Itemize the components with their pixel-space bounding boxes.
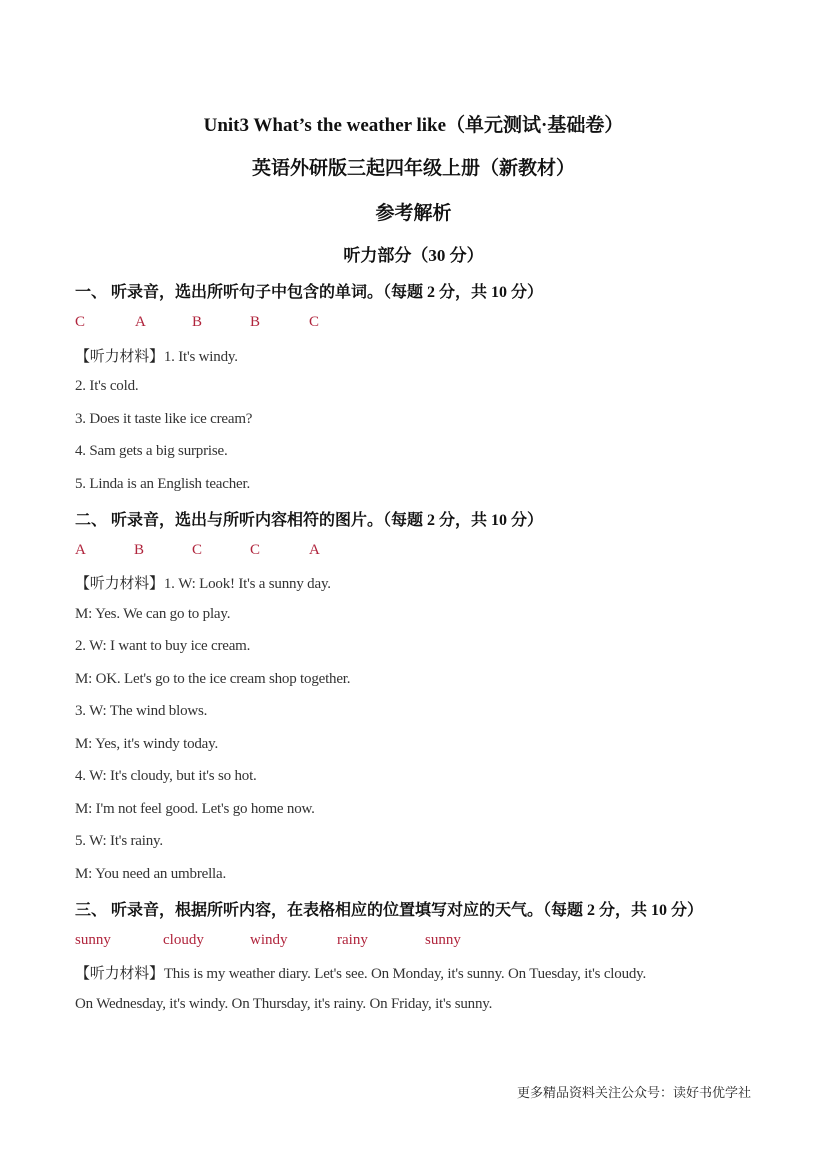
material-line: On Wednesday, it's windy. On Thursday, it's rainy. On Friday, it's sunny. bbox=[75, 996, 493, 1012]
material-text: 1. W: Look! It's a sunny day. bbox=[163, 576, 331, 592]
analysis-heading: 参考解析 bbox=[375, 203, 452, 224]
part-heading: 听力部分（30 分） bbox=[343, 246, 484, 265]
section-3-heading: 三、 听录音，根据所听内容，在表格相应的位置填写对应的天气。（每题 2 分，共 10 分） bbox=[75, 902, 704, 919]
material-line: 2. It's cold. bbox=[75, 378, 139, 394]
answer: C bbox=[250, 542, 261, 558]
answer: C bbox=[75, 314, 86, 330]
answer: B bbox=[250, 314, 261, 330]
material-line: 3. Does it taste like ice cream? bbox=[75, 411, 253, 427]
material-tag: 【听力材料】 bbox=[75, 349, 164, 365]
material-line bbox=[75, 572, 331, 593]
section-1-heading: 一、 听录音，选出所听句子中包含的单词。（每题 2 分，共 10 分） bbox=[75, 284, 544, 301]
footer-note: 更多精品资料关注公众号：读好书优学社 bbox=[516, 1086, 751, 1101]
answer: windy bbox=[250, 932, 288, 948]
material-line: M: OK. Let's go to the ice cream shop together. bbox=[75, 671, 351, 687]
material-line: 4. W: It's cloudy, but it's so hot. bbox=[75, 768, 257, 784]
answer: rainy bbox=[337, 932, 368, 948]
material-tag: 【听力材料】 bbox=[75, 576, 164, 592]
answer: cloudy bbox=[163, 932, 204, 948]
answer: sunny bbox=[425, 932, 461, 948]
material-line: M: I'm not feel good. Let's go home now. bbox=[75, 801, 315, 817]
material-line bbox=[75, 962, 646, 983]
material-tag: 【听力材料】 bbox=[75, 966, 164, 982]
material-line: 4. Sam gets a big surprise. bbox=[75, 443, 228, 459]
material-line bbox=[75, 345, 238, 366]
material-line: 2. W: I want to buy ice cream. bbox=[75, 638, 251, 654]
material-line: M: You need an umbrella. bbox=[75, 866, 227, 882]
answer: sunny bbox=[75, 932, 111, 948]
material-line: 3. W: The wind blows. bbox=[75, 703, 208, 719]
answer: B bbox=[134, 542, 145, 558]
answer: A bbox=[135, 314, 146, 330]
section-2-heading: 二、 听录音，选出与所听内容相符的图片。（每题 2 分，共 10 分） bbox=[75, 512, 544, 529]
material-line: 5. W: It's rainy. bbox=[75, 833, 163, 849]
answer: A bbox=[309, 542, 320, 558]
answer: C bbox=[192, 542, 203, 558]
answer: C bbox=[309, 314, 320, 330]
material-text: 1. It's windy. bbox=[163, 349, 238, 365]
material-line: 5. Linda is an English teacher. bbox=[75, 476, 251, 492]
document-title: Unit3 What’s the weather like（单元测试·基础卷） bbox=[203, 115, 624, 136]
material-line: M: Yes. We can go to play. bbox=[75, 606, 231, 622]
answer: A bbox=[75, 542, 86, 558]
answer: B bbox=[192, 314, 203, 330]
document-subtitle: 英语外研版三起四年级上册（新教材） bbox=[251, 158, 575, 179]
material-text: This is my weather diary. Let's see. On Monday, it's sunny. On Tuesday, it's cloudy. bbox=[163, 966, 647, 982]
material-line: M: Yes, it's windy today. bbox=[75, 736, 219, 752]
